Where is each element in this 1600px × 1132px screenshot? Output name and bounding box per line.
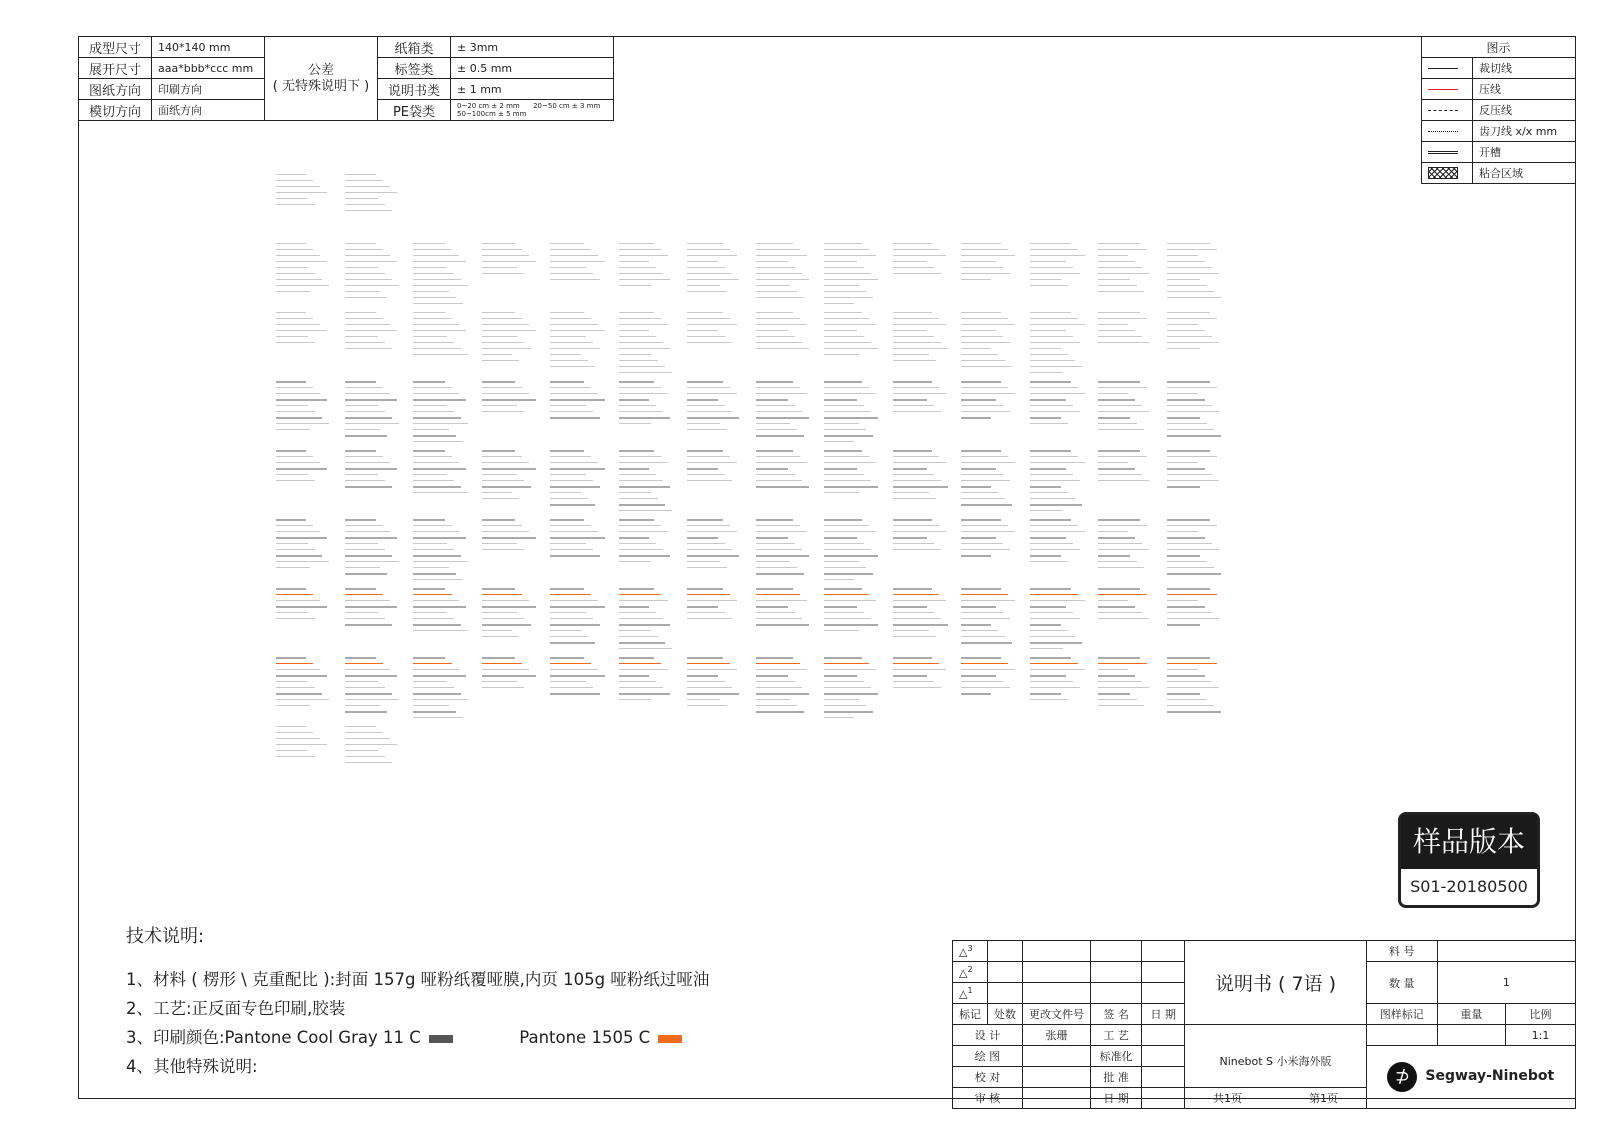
legend-title: 图示: [1422, 37, 1576, 58]
page-thumbnail: [1167, 237, 1225, 295]
page-thumbnail: [276, 375, 334, 433]
legend-label: 裁切线: [1473, 58, 1576, 79]
page-thumbnail: [482, 375, 540, 433]
page-thumbnail: [550, 513, 608, 571]
page-thumbnail: [345, 444, 403, 502]
tolerance-cell: [265, 37, 378, 121]
segway-logo-icon: ⊅: [1387, 1062, 1417, 1092]
tolerance-value: ± 1 mm: [451, 79, 614, 100]
review-label: 审 核: [953, 1088, 1023, 1109]
page-thumbnail: [619, 306, 677, 364]
page-thumbnail: [1030, 651, 1088, 709]
page-thumbnail: [482, 306, 540, 364]
date2-label: 日 期: [1091, 1088, 1142, 1109]
page-thumbnail: [961, 513, 1019, 571]
page-thumbnail: [345, 306, 403, 364]
page-thumbnail: [893, 237, 951, 295]
scale-label: 比例: [1505, 1004, 1575, 1025]
page-thumbnail: [1030, 582, 1088, 640]
page-thumbnail: [550, 582, 608, 640]
tech-line-colors: [126, 1024, 709, 1053]
spec-value: 面纸方向: [152, 100, 265, 121]
line-symbol-dashdot: [1422, 100, 1473, 121]
page-thumbnail: [824, 582, 882, 640]
page-thumbnail: [482, 444, 540, 502]
legend-label: 开槽: [1473, 142, 1576, 163]
page-thumbnail: [276, 513, 334, 571]
page-thumbnail: [1098, 444, 1156, 502]
page-thumbnail: [1098, 375, 1156, 433]
page-thumbnail: [345, 582, 403, 640]
page-thumbnail: [1098, 651, 1156, 709]
draw-label: 绘 图: [953, 1046, 1023, 1067]
spec-value: 印刷方向: [152, 79, 265, 100]
page-thumbnail: [756, 513, 814, 571]
page-thumbnail: [345, 513, 403, 571]
hatch-symbol: [1422, 163, 1473, 184]
color-swatch-gray: [429, 1035, 453, 1043]
legend-label: 反压线: [1473, 100, 1576, 121]
page-thumbnail: [1167, 444, 1225, 502]
page-thumbnail: [413, 237, 471, 295]
tolerance-label: 标签类: [378, 58, 451, 79]
page-thumbnail: [482, 513, 540, 571]
page-thumbnail: [345, 168, 403, 226]
technical-notes: [126, 922, 709, 1082]
quantity-label: 数 量: [1366, 962, 1437, 1004]
page-thumbnail: [413, 444, 471, 502]
color-gray-label: 3、印刷颜色:Pantone Cool Gray 11 C: [126, 1028, 421, 1047]
page-thumbnail: [276, 651, 334, 709]
page-thumbnail: [550, 237, 608, 295]
page-thumbnail: [961, 651, 1019, 709]
line-symbol-double: [1422, 142, 1473, 163]
page-thumbnail: [619, 444, 677, 502]
spec-value: 140*140 mm: [152, 37, 265, 58]
page-thumbnail: [961, 582, 1019, 640]
page-thumbnail: [1167, 582, 1225, 640]
page-thumbnail: [345, 720, 403, 778]
legend-table: [1421, 36, 1576, 184]
hdr-doc: 更改文件号: [1023, 1004, 1091, 1025]
spec-label: 成型尺寸: [79, 37, 152, 58]
page-thumbnail: [413, 582, 471, 640]
page-thumbnail: [1167, 651, 1225, 709]
tech-line-other: 4、其他特殊说明:: [126, 1057, 258, 1076]
page-thumbnail: [756, 444, 814, 502]
approve-label: 批 准: [1091, 1067, 1142, 1088]
page-thumbnail: [1167, 513, 1225, 571]
line-symbol-dashed: [1422, 121, 1473, 142]
stamp-title: 样品版本: [1401, 815, 1537, 869]
hdr-mark: 标记: [953, 1004, 988, 1025]
page-number: 第1页: [1309, 1092, 1339, 1105]
page-thumbnail: [1167, 375, 1225, 433]
page-thumbnail: [276, 720, 334, 778]
page-thumbnail: [619, 651, 677, 709]
quantity-value: 1: [1437, 962, 1575, 1004]
page-thumbnail: [550, 375, 608, 433]
page-thumbnail: [824, 444, 882, 502]
page-thumbnail: [619, 237, 677, 295]
page-thumbnail: [756, 651, 814, 709]
page-thumbnail: [550, 444, 608, 502]
legend-label: 压线: [1473, 79, 1576, 100]
page-thumbnail: [482, 237, 540, 295]
pages-total: 共1页: [1213, 1092, 1243, 1105]
check-label: 校 对: [953, 1067, 1023, 1088]
spec-label: 展开尺寸: [79, 58, 152, 79]
spec-table: [78, 36, 614, 121]
page-thumbnail: [961, 444, 1019, 502]
page-thumbnail: [1030, 237, 1088, 295]
page-thumbnail: [824, 237, 882, 295]
revision-triangle-icon: △$^2$: [953, 962, 988, 983]
tolerance-label: 说明书类: [378, 79, 451, 100]
page-thumbnail: [1030, 444, 1088, 502]
sample-version-stamp: [1398, 812, 1540, 908]
page-thumbnail: [1030, 375, 1088, 433]
page-thumbnail: [687, 306, 745, 364]
page-thumbnail: [619, 513, 677, 571]
tolerance-label: PE袋类: [378, 100, 451, 121]
page-thumbnail: [824, 651, 882, 709]
color-orange-label: Pantone 1505 C: [519, 1028, 651, 1047]
page-thumbnail: [1030, 513, 1088, 571]
page-thumbnail: [756, 306, 814, 364]
page-thumbnail: [687, 651, 745, 709]
revision-triangle-icon: △$^1$: [953, 983, 988, 1004]
page-thumbnail: [345, 237, 403, 295]
tolerance-value: ± 3mm: [451, 37, 614, 58]
line-symbol-red: [1422, 79, 1473, 100]
stamp-code: S01-20180500: [1410, 877, 1528, 896]
page-thumbnail: [276, 237, 334, 295]
page-thumbnail: [482, 651, 540, 709]
part-number-label: 料 号: [1366, 941, 1437, 962]
color-swatch-orange: [658, 1035, 682, 1043]
page-thumbnail: [687, 375, 745, 433]
page-thumbnail: [756, 375, 814, 433]
product-cell: [1185, 1025, 1366, 1088]
page-thumbnail: [619, 375, 677, 433]
page-thumbnail: [413, 513, 471, 571]
page-thumbnail: [1098, 582, 1156, 640]
page-thumbnail: [756, 582, 814, 640]
design-label: 设 计: [953, 1025, 1023, 1046]
page-thumbnail: [961, 306, 1019, 364]
spec-label: 模切方向: [79, 100, 152, 121]
page-thumbnail: [893, 444, 951, 502]
brand-name: Segway-Ninebot: [1425, 1068, 1555, 1084]
page-thumbnail: [824, 375, 882, 433]
revision-triangle-icon: △$^3$: [953, 941, 988, 962]
page-thumbnail: [893, 513, 951, 571]
spec-label: 图纸方向: [79, 79, 152, 100]
page-thumbnail: [893, 651, 951, 709]
page-thumbnail: [893, 582, 951, 640]
line-symbol-solid: [1422, 58, 1473, 79]
page-thumbnail: [1098, 513, 1156, 571]
page-thumbnail: [619, 582, 677, 640]
page-thumbnail: [413, 306, 471, 364]
weight-label: 重量: [1437, 1004, 1505, 1025]
page-thumbnail: [345, 375, 403, 433]
page-thumbnail: [687, 513, 745, 571]
title-block: [952, 940, 1576, 1109]
page-thumbnail: [893, 375, 951, 433]
product-name: Ninebot S 小米海外版: [1219, 1055, 1332, 1068]
page-thumbnail: [413, 375, 471, 433]
page-thumbnail: [687, 237, 745, 295]
page-thumbnail: [482, 582, 540, 640]
tolerance-label: 纸箱类: [378, 37, 451, 58]
legend-label: 粘合区域: [1473, 163, 1576, 184]
page-thumbnail: [961, 237, 1019, 295]
page-thumbnail: [276, 306, 334, 364]
tolerance-title: 公差: [307, 62, 334, 78]
scale-value: 1:1: [1505, 1025, 1575, 1046]
page-thumbnail: [893, 306, 951, 364]
legend-label: 齿刀线 x/x mm: [1473, 121, 1576, 142]
page-thumbnail: [345, 651, 403, 709]
page-thumbnail: [687, 444, 745, 502]
tech-title: 技术说明:: [126, 926, 205, 947]
craft-label: 工 艺: [1091, 1025, 1142, 1046]
page-thumbnail: [824, 513, 882, 571]
page-thumbnail: [1098, 306, 1156, 364]
standard-label: 标准化: [1091, 1046, 1142, 1067]
page-thumbnail: [276, 444, 334, 502]
tolerance-value: ± 0.5 mm: [451, 58, 614, 79]
hdr-date: 日 期: [1142, 1004, 1185, 1025]
page-thumbnail: [756, 237, 814, 295]
page-thumbnail: [276, 582, 334, 640]
part-number-value: [1437, 941, 1575, 962]
sample-mark-label: 图样标记: [1366, 1004, 1437, 1025]
sample-mark-boxes: [1366, 1025, 1437, 1046]
spec-value: aaa*bbb*ccc mm: [152, 58, 265, 79]
brand-logo: [1366, 1046, 1575, 1109]
page-thumbnail: [824, 306, 882, 364]
pages-cell: [1185, 1088, 1366, 1109]
designer-name: 张珊: [1023, 1025, 1091, 1046]
page-thumbnail: [413, 651, 471, 709]
page-thumbnail: [687, 582, 745, 640]
page-thumbnail: [1167, 306, 1225, 364]
tech-line-material: 1、材料 ( 楞形 \ 克重配比 ):封面 157g 哑粉纸覆哑膜,内页 105g 哑粉纸过哑油: [126, 970, 710, 989]
page-thumbnail: [1030, 306, 1088, 364]
hdr-sign: 签 名: [1091, 1004, 1142, 1025]
tech-line-process: 2、工艺:正反面专色印刷,胶装: [126, 999, 346, 1018]
page-thumbnail: [961, 375, 1019, 433]
tolerance-value: 0~20 cm ± 2 mm 20~50 cm ± 3 mm 50~100cm ± 5 mm: [451, 100, 614, 121]
document-title: 说明书 ( 7语 ): [1185, 941, 1366, 1025]
hdr-count: 处数: [988, 1004, 1023, 1025]
page-thumbnail: [550, 651, 608, 709]
page-thumbnail: [1098, 237, 1156, 295]
tolerance-note: ( 无特殊说明下 ): [272, 78, 370, 94]
page-thumbnail: [550, 306, 608, 364]
page-thumbnail: [276, 168, 334, 226]
